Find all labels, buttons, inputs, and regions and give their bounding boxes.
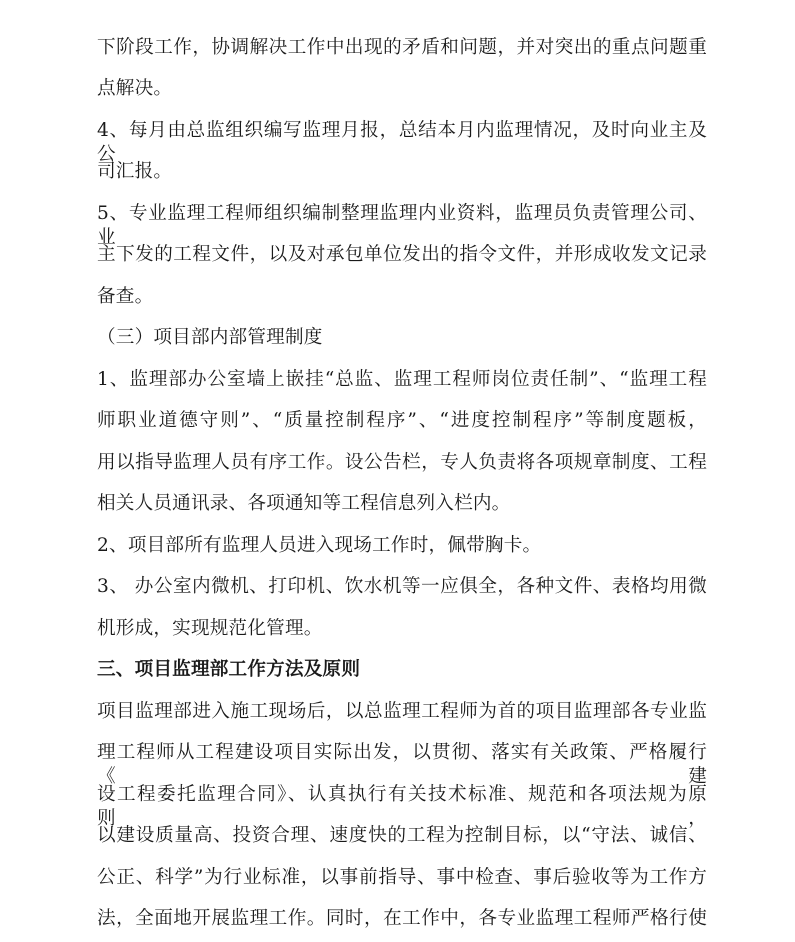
text-line: 公正、科学”为行业标准，以事前指导、事中检查、事后验收等为工作方	[97, 867, 707, 888]
text-line: 以建设质量高、投资合理、速度快的工程为控制目标，以“守法、诚信、	[97, 825, 707, 846]
text-line: 用以指导监理人员有序工作。设公告栏，专人负责将各项规章制度、工程	[97, 452, 707, 473]
text-line: 机形成，实现规范化管理。	[97, 618, 323, 639]
text-line: 点解决。	[97, 78, 173, 99]
text-line: 下阶段工作，协调解决工作中出现的矛盾和问题，并对突出的重点问题重	[97, 37, 707, 58]
text-line: 主下发的工程文件，以及对承包单位发出的指令文件，并形成收发文记录	[97, 244, 707, 265]
text-line: 理工程师从工程建设项目实际出发，以贯彻、落实有关政策、严格履行《建	[97, 742, 707, 787]
text-line: 司汇报。	[97, 161, 173, 182]
text-line: 项目监理部进入施工现场后，以总监理工程师为首的项目监理部各专业监	[97, 701, 707, 722]
text-line: 相关人员通讯录、各项通知等工程信息列入栏内。	[97, 493, 511, 514]
text-line: 备查。	[97, 286, 154, 307]
text-line: 5、专业监理工程师组织编制整理监理内业资料，监理员负责管理公司、业	[97, 203, 707, 248]
section-subheading: （三）项目部内部管理制度	[97, 327, 323, 348]
text-line: 1、监理部办公室墙上嵌挂“总监、监理工程师岗位责任制”、“监理工程	[97, 369, 707, 390]
text-line: 4、每月由总监组织编写监理月报，总结本月内监理情况，及时向业主及公	[97, 120, 707, 165]
section-heading: 三、项目监理部工作方法及原则	[97, 659, 361, 680]
text-line: 设工程委托监理合同》、认真执行有关技术标准、规范和各项法规为原则，	[97, 784, 707, 829]
text-line: 法，全面地开展监理工作。同时，在工作中，各专业监理工程师严格行使	[97, 908, 707, 929]
text-line: 师职业道德守则”、“质量控制程序”、“进度控制程序”等制度题板，	[97, 410, 707, 431]
text-line: 2、项目部所有监理人员进入现场工作时，佩带胸卡。	[97, 535, 542, 556]
text-line: 3、 办公室内微机、打印机、饮水机等一应俱全，各种文件、表格均用微	[97, 576, 707, 597]
